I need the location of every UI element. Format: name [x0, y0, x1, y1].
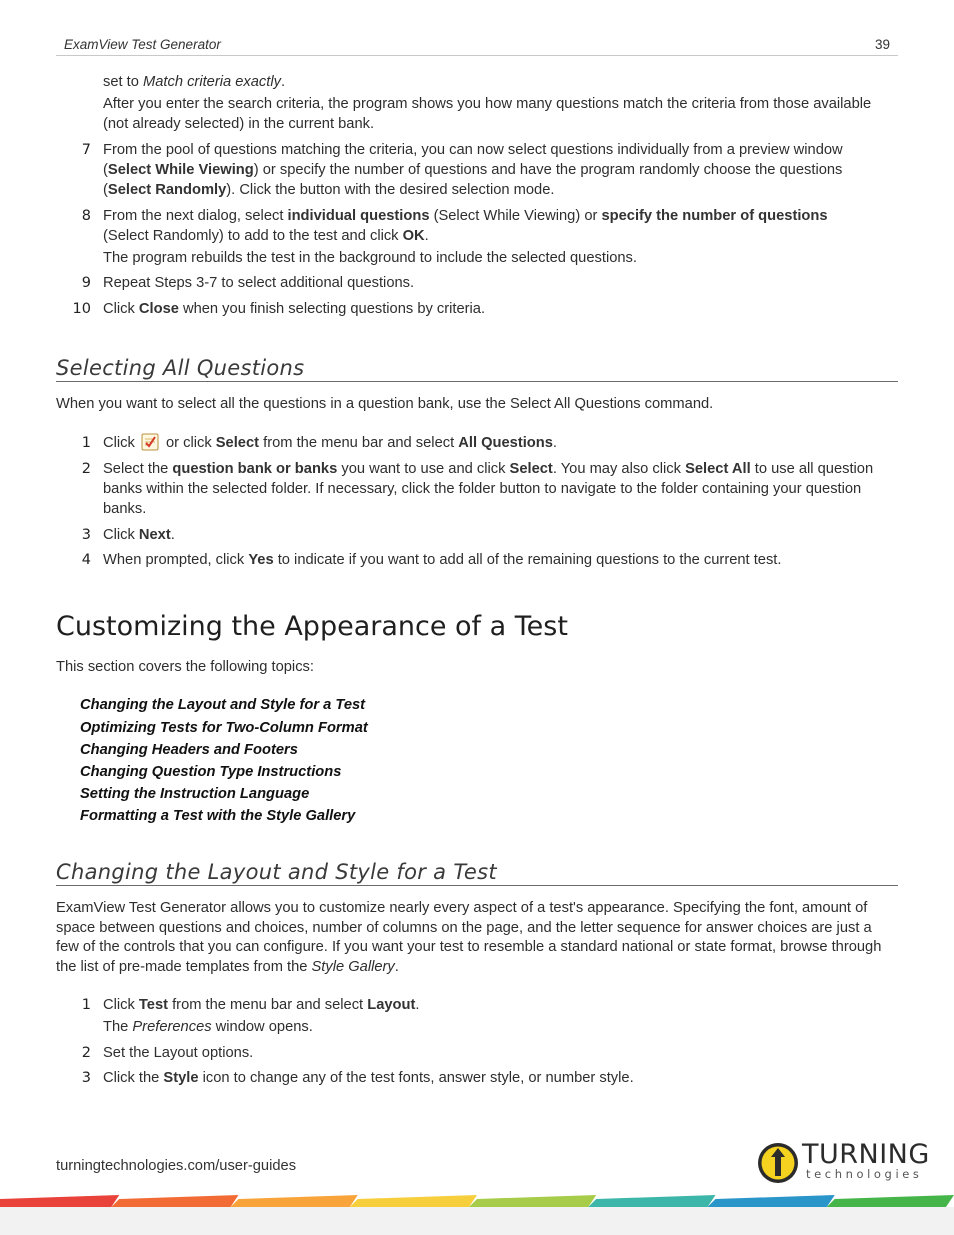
text-run: you want to use and click — [337, 461, 510, 477]
select-all-intro: When you want to select all the questions in a question bank, use the Select All Questions command. — [56, 396, 714, 412]
footer-url[interactable]: turningtechnologies.com/user-guides — [56, 1158, 297, 1174]
text-run: From the pool of questions matching the criteria, you can now select questions individually from a preview window — [103, 142, 843, 158]
band-segment — [708, 1195, 835, 1207]
step-line — [103, 248, 903, 268]
text-run: Click the — [103, 1070, 164, 1086]
heading-selecting-all-questions: Selecting All Questions — [56, 355, 898, 382]
step-line — [103, 140, 903, 160]
topic-link[interactable]: Setting the Instruction Language — [80, 786, 310, 802]
step-number: 2 — [81, 461, 91, 477]
band-segment — [111, 1195, 238, 1207]
text-run: The — [103, 1019, 133, 1035]
step-number: 8 — [81, 208, 91, 224]
text-run: ( — [103, 182, 108, 198]
text-run: Click — [103, 301, 139, 317]
step-number: 3 — [81, 527, 91, 543]
text-run: From the next dialog, select — [103, 208, 288, 224]
text-run: individual questions — [287, 208, 430, 224]
step-line — [103, 226, 903, 246]
text-run: The program rebuilds the test in the background to include the selected questions. — [103, 250, 637, 266]
band-segment — [827, 1195, 954, 1207]
topic-link[interactable]: Changing Headers and Footers — [80, 742, 298, 758]
text-run: from the menu bar and select — [259, 435, 459, 451]
text-run: . — [415, 997, 420, 1013]
text-run: the list of pre-made templates from the — [56, 959, 312, 975]
step-line — [103, 479, 903, 499]
text-run: or click — [161, 435, 216, 451]
step-line — [103, 433, 903, 453]
text-run: When prompted, click — [103, 552, 249, 568]
step-line — [103, 995, 903, 1015]
band-segment — [469, 1195, 596, 1207]
layout-paragraph-line — [56, 937, 898, 957]
text-run: few of the controls that you can configure. If you want your test to resemble a standard national or state format, browse through — [56, 939, 882, 955]
text-run: icon to change any of the test fonts, answer style, or number style. — [198, 1070, 634, 1086]
document-title: ExamView Test Generator — [64, 37, 221, 52]
text-run: space between questions and choices, number of columns on the page, and the letter sequence for answer choices are just a — [56, 920, 872, 936]
band-segment — [231, 1195, 358, 1207]
intro-line-3: (not already selected) in the current bank. — [103, 116, 375, 132]
text-run: Select All — [685, 461, 751, 477]
intro-line-1: set to Match criteria exactly. — [103, 74, 286, 90]
step-line — [103, 273, 903, 293]
text-run: banks. — [103, 501, 147, 517]
text-run: banks within the selected folder. If necessary, click the folder button to navigate to the folder containing your question — [103, 481, 862, 497]
text-run: . — [552, 435, 558, 451]
text-run: Select the — [103, 461, 173, 477]
layout-paragraph-line — [56, 918, 898, 938]
text-run: Next — [138, 527, 171, 543]
band-segment — [350, 1195, 477, 1207]
step-line — [103, 459, 903, 479]
step-number: 1 — [81, 435, 91, 451]
step-number: 1 — [81, 997, 91, 1013]
text-run: when you finish selecting questions by criteria. — [178, 301, 486, 317]
text-run: (Select Randomly) to add to the test and click — [103, 228, 403, 244]
text-run: Repeat Steps 3-7 to select additional questions. — [103, 275, 415, 291]
text-run: (Select While Viewing) or — [429, 208, 602, 224]
text-run: window opens. — [211, 1019, 313, 1035]
text-run: OK — [402, 228, 425, 244]
text-run: . — [394, 959, 399, 975]
text-run: Set the Layout options. — [103, 1045, 254, 1061]
text-run: to use all question — [750, 461, 874, 477]
topic-link[interactable]: Changing the Layout and Style for a Test — [80, 697, 366, 713]
step-number: 10 — [72, 301, 91, 317]
text-run: Click — [103, 997, 139, 1013]
logo-subword: technologies — [806, 1167, 923, 1181]
step-line — [103, 525, 903, 545]
step-line — [103, 180, 903, 200]
heading-customizing-appearance: Customizing the Appearance of a Test — [56, 611, 568, 642]
text-run: Click — [103, 527, 139, 543]
text-run: Test — [138, 997, 169, 1013]
step-line — [103, 160, 903, 180]
band-segment — [588, 1195, 715, 1207]
customizing-intro: This section covers the following topics: — [56, 659, 314, 675]
footer-color-band — [0, 1195, 954, 1235]
logo-word: TURNING — [802, 1139, 930, 1170]
step-line — [103, 1043, 903, 1063]
topic-link[interactable]: Changing Question Type Instructions — [80, 764, 342, 780]
step-line — [103, 1017, 903, 1037]
text-run: Select Randomly — [107, 182, 227, 198]
text-run: . — [424, 228, 429, 244]
text-run: Style — [163, 1070, 199, 1086]
text-run: All Questions — [458, 435, 553, 451]
text-run: Click — [103, 435, 139, 451]
page-header — [56, 35, 898, 56]
select-all-questions-icon — [141, 433, 159, 451]
step-number: 7 — [81, 142, 91, 158]
band-segment — [0, 1195, 119, 1207]
text-run: ). Click the button with the desired selection mode. — [226, 182, 555, 198]
page-number: 39 — [874, 37, 890, 52]
text-run: question bank or banks — [172, 461, 338, 477]
text-run: Style Gallery — [311, 959, 395, 975]
text-run: Close — [138, 301, 179, 317]
text-run: Yes — [248, 552, 274, 568]
text-run: Layout — [367, 997, 416, 1013]
topic-link[interactable]: Optimizing Tests for Two-Column Format — [80, 720, 368, 736]
text-run: specify the number of questions — [601, 208, 828, 224]
topic-link[interactable]: Formatting a Test with the Style Gallery — [80, 808, 356, 824]
text-run: ) or specify the number of questions and have the program randomly choose the questions — [253, 162, 843, 178]
layout-paragraph-line — [56, 898, 898, 918]
text-run: Select — [215, 435, 260, 451]
text-run: Select While Viewing — [107, 162, 254, 178]
text-run: Preferences — [132, 1019, 212, 1035]
intro-line-2: After you enter the search criteria, the program shows you how many questions match the criteria from those available — [103, 96, 872, 112]
text-run: Select — [509, 461, 553, 477]
heading-changing-layout: Changing the Layout and Style for a Test — [56, 859, 898, 886]
text-run: ExamView Test Generator allows you to customize nearly every aspect of a test's appearance. Specifying the font, amount of — [56, 900, 868, 916]
step-line — [103, 499, 903, 519]
text-run: . — [170, 527, 175, 543]
text-run: to indicate if you want to add all of the remaining questions to the current test. — [273, 552, 782, 568]
layout-paragraph-line — [56, 957, 898, 977]
step-number: 3 — [81, 1070, 91, 1086]
text-run: ( — [103, 162, 108, 178]
step-line — [103, 1068, 903, 1088]
turning-technologies-logo — [756, 1140, 931, 1186]
text-run: . You may also click — [552, 461, 686, 477]
step-line — [103, 550, 903, 570]
step-number: 2 — [81, 1045, 91, 1061]
step-line — [103, 299, 903, 319]
band-background — [0, 1207, 954, 1235]
step-line — [103, 206, 903, 226]
logo-mark-icon — [756, 1140, 802, 1186]
step-number: 4 — [81, 552, 91, 568]
text-run: from the menu bar and select — [168, 997, 368, 1013]
step-number: 9 — [81, 275, 91, 291]
